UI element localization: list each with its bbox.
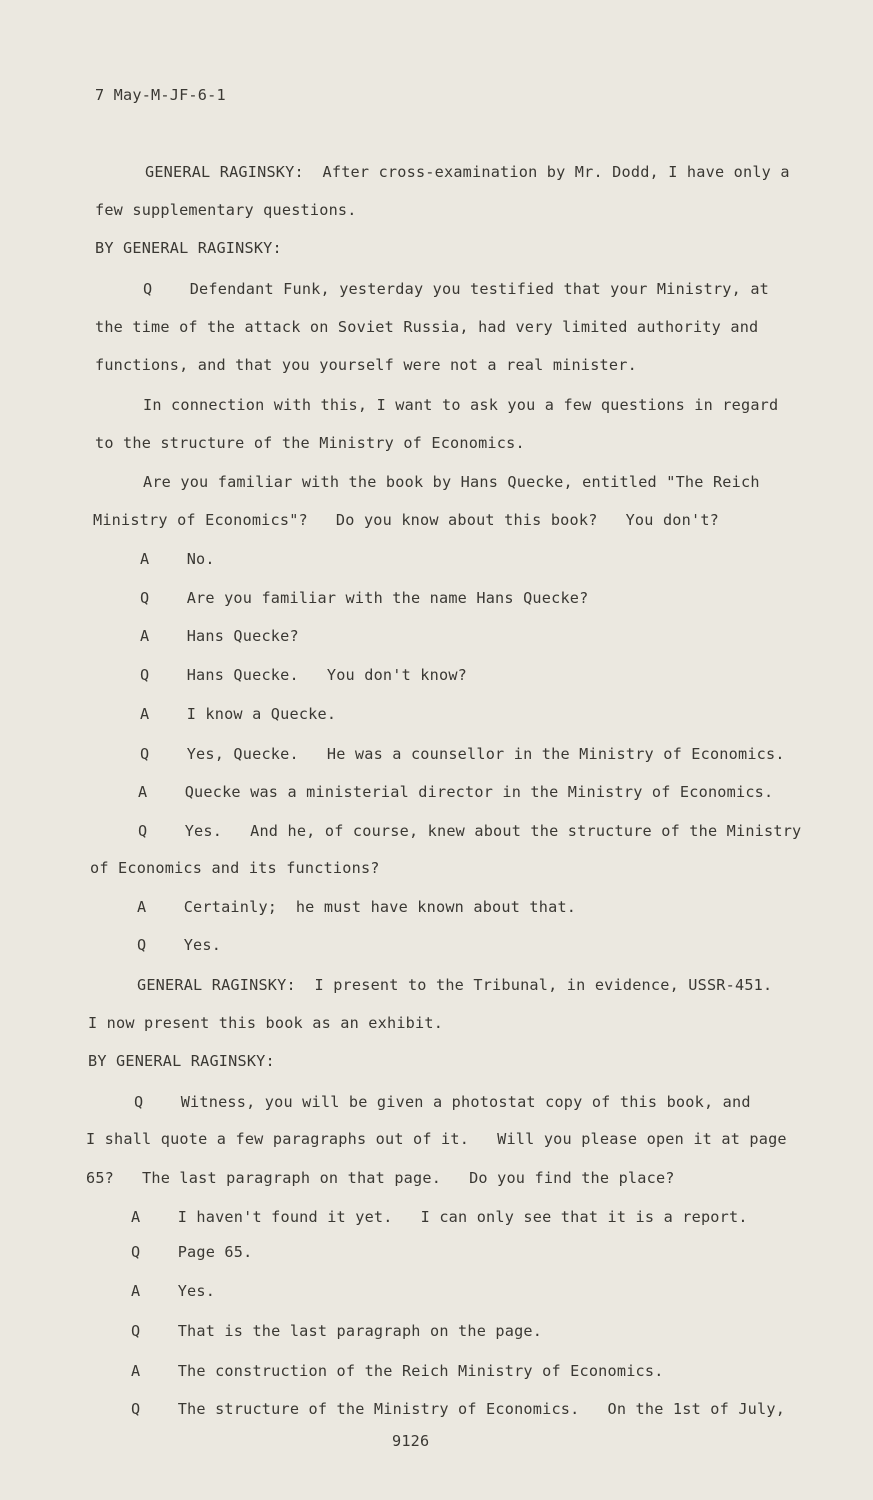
text-line: A No. [140,550,215,568]
text-line: Q Yes. And he, of course, knew about the structure of the Ministry [138,822,802,840]
page-number: 9126 [392,1432,430,1450]
text-line: Q Hans Quecke. You don't know? [140,666,468,684]
text-line: A Certainly; he must have known about that. [137,898,577,916]
text-line: I now present this book as an exhibit. [88,1014,444,1032]
text-line: Q Yes. [137,936,222,954]
text-line: A Hans Quecke? [140,627,299,645]
text-line: BY GENERAL RAGINSKY: [88,1052,275,1070]
text-line: Ministry of Economics"? Do you know about this book? You don't? [93,511,720,529]
text-line: Q The structure of the Ministry of Economics. On the 1st of July, [131,1400,786,1418]
text-line: A Quecke was a ministerial director in the Ministry of Economics. [138,783,774,801]
text-line: 65? The last paragraph on that page. Do you find the place? [86,1169,675,1187]
text-line: A Yes. [131,1282,216,1300]
text-line: to the structure of the Ministry of Economics. [95,434,525,452]
text-line: Q Yes, Quecke. He was a counsellor in the Ministry of Economics. [140,745,785,763]
page-header: 7 May-M-JF-6-1 [95,86,226,104]
text-line: BY GENERAL RAGINSKY: [95,239,282,257]
text-line: GENERAL RAGINSKY: After cross-examination by Mr. Dodd, I have only a [145,163,790,181]
text-line: functions, and that you yourself were not a real minister. [95,356,637,374]
text-line: Q That is the last paragraph on the page. [131,1322,543,1340]
text-line: Q Are you familiar with the name Hans Quecke? [140,589,589,607]
text-line: Are you familiar with the book by Hans Quecke, entitled "The Reich [143,473,760,491]
text-line: of Economics and its functions? [90,859,380,877]
text-line: the time of the attack on Soviet Russia, had very limited authority and [95,318,759,336]
text-line: A I haven't found it yet. I can only see that it is a report. [131,1208,748,1226]
text-line: In connection with this, I want to ask you a few questions in regard [143,396,779,414]
text-line: Q Page 65. [131,1243,253,1261]
text-line: GENERAL RAGINSKY: I present to the Tribunal, in evidence, USSR-451. [137,976,773,994]
text-line: A I know a Quecke. [140,705,337,723]
text-line: I shall quote a few paragraphs out of it. Will you please open it at page [86,1130,787,1148]
text-line: A The construction of the Reich Ministry of Economics. [131,1362,664,1380]
text-line: few supplementary questions. [95,201,357,219]
text-line: Q Witness, you will be given a photostat copy of this book, and [134,1093,751,1111]
text-line: Q Defendant Funk, yesterday you testified that your Ministry, at [143,280,770,298]
